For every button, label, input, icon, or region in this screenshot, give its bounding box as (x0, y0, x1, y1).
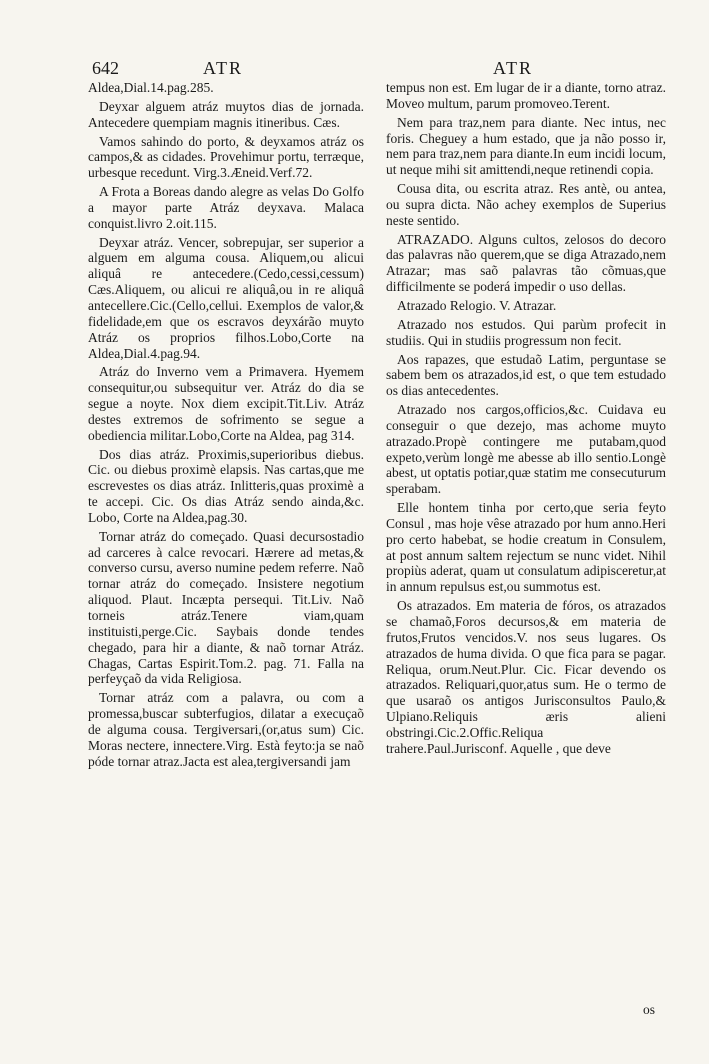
paragraph: tempus non est. Em lugar de ir a diante, torno atraz. Moveo multum, parum promoveo.Terent. (386, 80, 666, 111)
paragraph: Elle hontem tinha por certo,que seria feyto Consul , mas hoje vêse atrazado por hum anno.Heri pro certo habebat, se hodie creatum in Consulem, at post annum saltem rejectum se nunc videt. Nihil propiùs aderat, quam ut consulatum adipisceretur,at in annum repulsus est,ou summotus est. (386, 500, 666, 595)
paragraph: Dos dias atráz. Proximis,superioribus diebus. Cic. ou diebus proximè elapsis. Nas cartas,que me escrevestes os dias atráz. Inlitteris,quas proximè a te accepi. Cic. Os dias Atráz sendo ainda,&c. Lobo, Corte na Aldea,pag.30. (88, 446, 364, 525)
paragraph: Tornar atráz com a palavra, ou com a promessa,buscar subterfugios, dilatar a execuçaõ de alguma cousa. Tergiversari,(or,atus sum) Cic. Moras nectere, innectere.Virg. Està feyto:ja se naõ póde tornar atraz.Jacta est alea,tergiversandi jam (88, 690, 364, 769)
paragraph: Atrazado nos cargos,officios,&c. Cuidava eu conseguir o que dezejo, mas achome muyto atrazado.Propè contingere me putabam,quod expeto,verùm longè me abesse ab illo sentio.Longè abest, ut optatis potiar,quæ statim me consecuturum sperabam. (386, 402, 666, 497)
paragraph: Deyxar atráz. Vencer, sobrepujar, ser superior a alguem em alguma cousa. Aliquem,ou alicui aliquâ re antecedere.(Cedo,cessi,cessum) Cæs.Aliquem, ou alicui re aliquâ,ou in re aliquâ antecellere.Cic.(Cello,cellui. Exemplos de valor,& fidelidade,em que os escravos deyxárão muyto Atráz os proprios filhos.Lobo,Corte na Aldea,Dial.4.pag.94. (88, 234, 364, 361)
left-running-head: ATR (203, 58, 244, 78)
page-number: 642 (92, 58, 119, 78)
paragraph: ATRAZADO. Alguns cultos, zelosos do decoro das palavras não querem,que se diga Atrazado,nem Atrazar; mas saõ palavras tão cõmuas,que difficilmente se poderá impedir o uso dellas. (386, 231, 666, 295)
left-column (88, 80, 364, 772)
paragraph: Deyxar alguem atráz muytos dias de jornada. Antecedere quempiam magnis itineribus. Cæs. (88, 98, 364, 130)
paragraph: Aos rapazes, que estudaõ Latim, perguntase se sabem bem os atrazados,id est, o que tem estudado os dias antecedentes. (386, 351, 666, 399)
paragraph: Atráz do Inverno vem a Primavera. Hyemem consequitur,ou subsequitur ver. Atráz do dia se segue a noyte. Nox diem excipit.Tit.Liv. Atráz destes extremos de sofrimento se segue a obediencia militar.Lobo,Corte na Aldea, pag 314. (88, 364, 364, 443)
paragraph: Os atrazados. Em materia de fóros, os atrazados se chamaõ,Foros decursos,& em materia de frutos,Frutos vencidos.V. nos seus lugares. Os atrazados de huma divida. O que fica para se pagar. Reliqua, orum.Neut.Plur. Cic. Ficar devendo os atrazados. Reliquari,quor,atus sum. He o termo de que usaraõ os antigos Jurisconsultos Paulo,& Ulpiano.Reliquis æris alieni obstringi.Cic.2.Offic.Reliqua trahere.Paul.Jurisconf. Aquelle , que deve (386, 598, 666, 756)
paragraph: Cousa dita, ou escrita atraz. Res antè, ou antea, ou supra dicta. Não achey exemplos de Superius neste sentido. (386, 181, 666, 228)
paragraph: A Frota a Boreas dando alegre as velas Do Golfo a mayor parte Atráz deyxava. Malaca conquist.livro 2.oit.115. (88, 184, 364, 231)
paragraph: Tornar atráz do começado. Quasi decursostadio ad carceres à calce revocari. Hærere ad metas,& converso cursu, averso numine pedem referre. Naõ tornar atráz do começado. Insistere negotium aliquod. Plaut. Incæpta persequi. Tit.Liv. Naõ torneis atráz.Tenere viam,quam instituisti,perge.Cic. Saybais donde tendes chegado, para hir a diante, & naõ tornar Atráz. Chagas, Cartas Espirit.Tom.2. pag. 71. Falla na perfeyçaõ da vida Religiosa. (88, 528, 364, 687)
catchword: os (643, 1002, 656, 1017)
right-column (386, 80, 666, 760)
paragraph: Nem para traz,nem para diante. Nec intus, nec foris. Cheguey a hum estado, que ja não posso ir, nem para traz,nem para diante.In eum incidi locum, ut neque mihi sit amittendi,neque retinendi copia. (386, 114, 666, 178)
paragraph: Aldea,Dial.14.pag.285. (88, 80, 214, 95)
running-header (0, 58, 709, 82)
paragraph: Vamos sahindo do porto, & deyxamos atráz os campos,& as cidades. Provehimur portu, terræque, urbesque recedunt. Virg.3.Æneid.Verf.72. (88, 133, 364, 181)
paragraph: Atrazado nos estudos. Qui parùm profecit in studiis. Qui in studiis progressum non fecit. (386, 316, 666, 348)
right-running-head: ATR (493, 58, 534, 78)
paragraph: Atrazado Relogio. V. Atrazar. (397, 297, 557, 313)
